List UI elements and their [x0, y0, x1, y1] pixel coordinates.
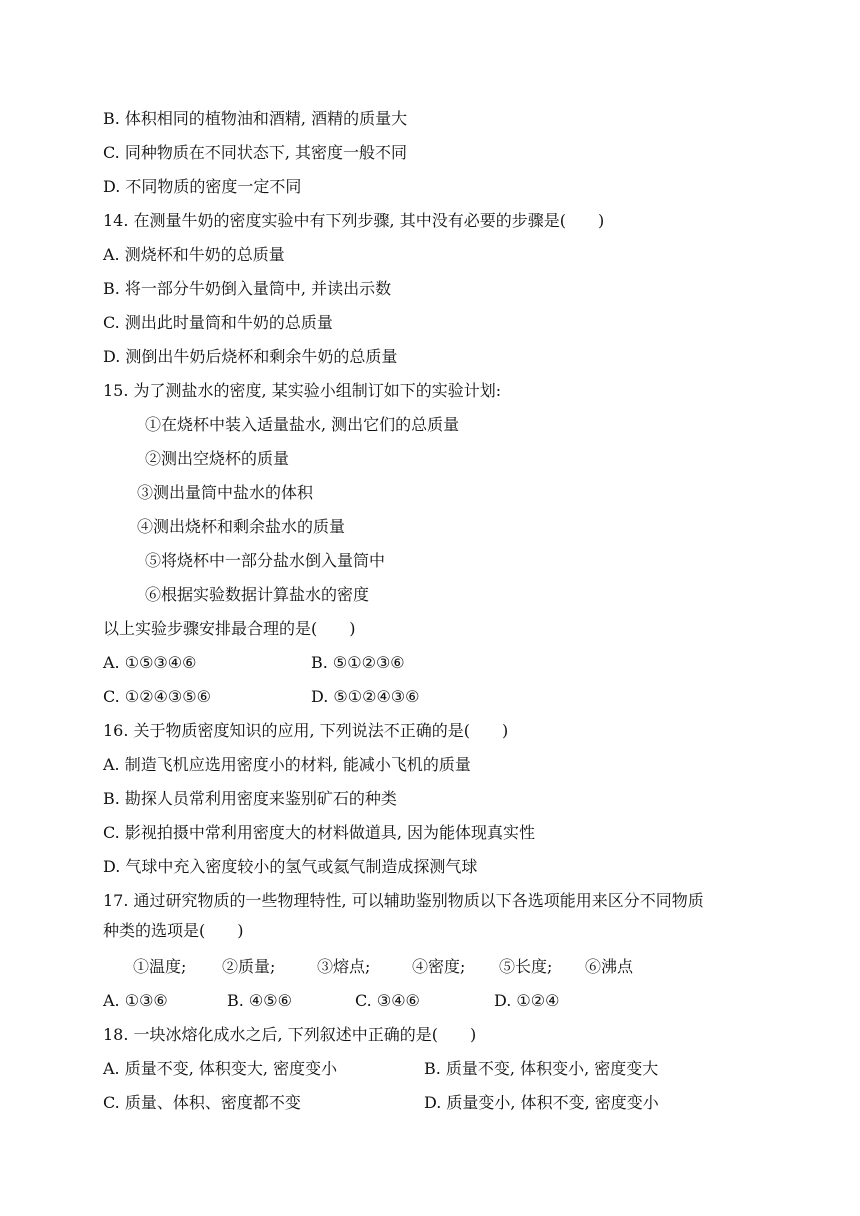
option-14b: B. 将一部分牛奶倒入量筒中, 并读出示数 — [103, 279, 392, 298]
property-temperature: ①温度; — [133, 957, 187, 976]
option-14d: D. 测倒出牛奶后烧杯和剩余牛奶的总质量 — [103, 347, 398, 366]
option-14a: A. 测烧杯和牛奶的总质量 — [103, 245, 285, 264]
option-18a: A. 质量不变, 体积变大, 密度变小 — [103, 1059, 338, 1078]
option-16c: C. 影视拍摄中常利用密度大的材料做道具, 因为能体现真实性 — [103, 823, 536, 842]
step-5: ⑤将烧杯中一部分盐水倒入量筒中 — [145, 551, 386, 570]
option-16a: A. 制造飞机应选用密度小的材料, 能减小飞机的质量 — [103, 755, 471, 774]
property-mass: ②质量; — [222, 957, 276, 976]
question-15-ask: 以上实验步骤安排最合理的是( ) — [103, 619, 356, 638]
step-1: ①在烧杯中装入适量盐水, 测出它们的总质量 — [145, 415, 460, 434]
option-18b: B. 质量不变, 体积变小, 密度变大 — [424, 1059, 659, 1078]
option-18c: C. 质量、体积、密度都不变 — [103, 1093, 301, 1112]
option-15c: C. ①②④③⑤⑥ — [103, 687, 211, 706]
option-18d: D. 质量变小, 体积不变, 密度变小 — [424, 1093, 659, 1112]
option-17d: D. ①②④ — [494, 991, 560, 1010]
step-6: ⑥根据实验数据计算盐水的密度 — [145, 585, 370, 604]
property-density: ④密度; — [412, 957, 466, 976]
step-4: ④测出烧杯和剩余盐水的质量 — [137, 517, 346, 536]
option-16b: B. 勘探人员常利用密度来鉴别矿石的种类 — [103, 789, 397, 808]
option-13c: C. 同种物质在不同状态下, 其密度一般不同 — [103, 143, 408, 162]
option-13b: B. 体积相同的植物油和酒精, 酒精的质量大 — [103, 109, 408, 128]
question-17: 17. 通过研究物质的一些物理特性, 可以辅助鉴别物质以下各选项能用来区分不同物质 — [103, 891, 704, 910]
question-14: 14. 在测量牛奶的密度实验中有下列步骤, 其中没有必要的步骤是( ) — [103, 211, 605, 230]
question-17-cont: 种类的选项是( ) — [103, 921, 244, 940]
option-17b: B. ④⑤⑥ — [227, 991, 292, 1010]
option-15a: A. ①⑤③④⑥ — [103, 653, 197, 672]
question-16: 16. 关于物质密度知识的应用, 下列说法不正确的是( ) — [103, 721, 509, 740]
step-3: ③测出量筒中盐水的体积 — [137, 483, 314, 502]
option-17c: C. ③④⑥ — [355, 991, 420, 1010]
option-15d: D. ⑤①②④③⑥ — [311, 687, 420, 706]
option-16d: D. 气球中充入密度较小的氢气或氦气制造成探测气球 — [103, 857, 478, 876]
property-boiling-point: ⑥沸点 — [585, 957, 634, 976]
step-2: ②测出空烧杯的质量 — [145, 449, 290, 468]
option-13d: D. 不同物质的密度一定不同 — [103, 177, 302, 196]
option-17a: A. ①③⑥ — [103, 991, 168, 1010]
property-length: ⑤长度; — [499, 957, 553, 976]
option-14c: C. 测出此时量筒和牛奶的总质量 — [103, 313, 333, 332]
option-15b: B. ⑤①②③⑥ — [311, 653, 405, 672]
property-melting-point: ③熔点; — [317, 957, 371, 976]
question-15: 15. 为了测盐水的密度, 某实验小组制订如下的实验计划: — [103, 381, 502, 400]
question-18: 18. 一块冰熔化成水之后, 下列叙述中正确的是( ) — [103, 1025, 477, 1044]
